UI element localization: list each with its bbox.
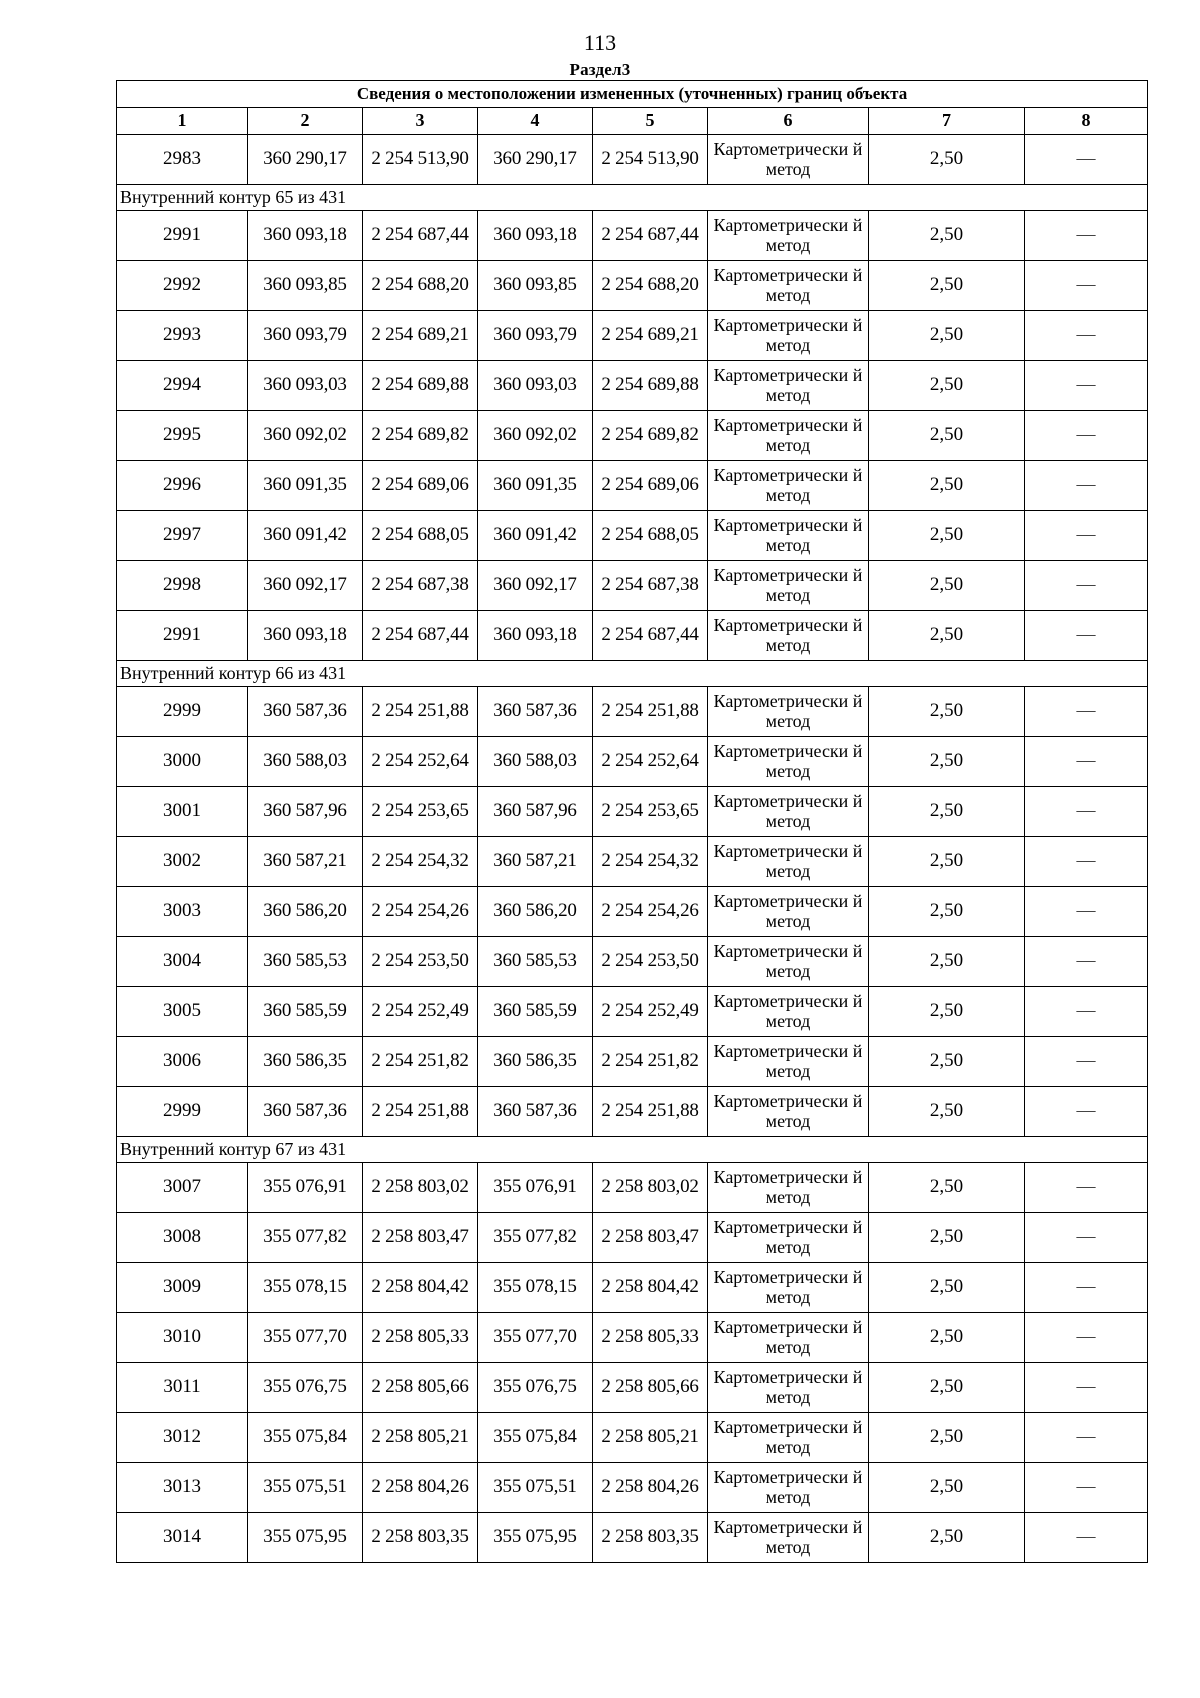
description-dash: — — [1025, 1087, 1148, 1137]
y-coordinate-old: 2 258 803,35 — [363, 1513, 478, 1563]
table-row — [117, 1513, 1148, 1563]
point-number: 2991 — [117, 211, 248, 261]
method-description: Картометрически й метод — [708, 411, 869, 461]
point-number: 2995 — [117, 411, 248, 461]
table-row — [117, 511, 1148, 561]
y-coordinate-old: 2 254 687,44 — [363, 211, 478, 261]
y-coordinate-new: 2 258 805,66 — [593, 1363, 708, 1413]
method-description: Картометрически й метод — [708, 561, 869, 611]
table-row — [117, 611, 1148, 661]
description-dash: — — [1025, 361, 1148, 411]
precision-value: 2,50 — [869, 461, 1025, 511]
x-coordinate-new: 355 077,70 — [478, 1313, 593, 1363]
precision-value: 2,50 — [869, 787, 1025, 837]
precision-value: 2,50 — [869, 311, 1025, 361]
y-coordinate-new: 2 254 253,65 — [593, 787, 708, 837]
point-number: 3011 — [117, 1363, 248, 1413]
precision-value: 2,50 — [869, 1313, 1025, 1363]
x-coordinate-new: 360 585,59 — [478, 987, 593, 1037]
x-coordinate-old: 360 585,53 — [248, 937, 363, 987]
table-row — [117, 135, 1148, 185]
y-coordinate-old: 2 254 251,88 — [363, 1087, 478, 1137]
description-dash: — — [1025, 1513, 1148, 1563]
description-dash: — — [1025, 937, 1148, 987]
description-dash: — — [1025, 887, 1148, 937]
y-coordinate-old: 2 254 513,90 — [363, 135, 478, 185]
method-description: Картометрически й метод — [708, 1213, 869, 1263]
precision-value: 2,50 — [869, 211, 1025, 261]
column-number: 7 — [869, 108, 1025, 135]
y-coordinate-old: 2 254 688,05 — [363, 511, 478, 561]
x-coordinate-old: 360 093,85 — [248, 261, 363, 311]
precision-value: 2,50 — [869, 611, 1025, 661]
table-row — [117, 1363, 1148, 1413]
precision-value: 2,50 — [869, 1363, 1025, 1413]
x-coordinate-new: 360 587,36 — [478, 1087, 593, 1137]
boundary-table — [116, 80, 1148, 1563]
table-row — [117, 1263, 1148, 1313]
x-coordinate-new: 360 585,53 — [478, 937, 593, 987]
x-coordinate-new: 360 587,21 — [478, 837, 593, 887]
x-coordinate-old: 360 290,17 — [248, 135, 363, 185]
y-coordinate-new: 2 258 803,35 — [593, 1513, 708, 1563]
y-coordinate-new: 2 254 687,38 — [593, 561, 708, 611]
point-number: 2994 — [117, 361, 248, 411]
x-coordinate-old: 360 093,18 — [248, 611, 363, 661]
y-coordinate-old: 2 254 689,88 — [363, 361, 478, 411]
table-row — [117, 1087, 1148, 1137]
x-coordinate-old: 355 075,84 — [248, 1413, 363, 1463]
y-coordinate-old: 2 254 253,65 — [363, 787, 478, 837]
section-label: Раздел3 — [569, 60, 631, 79]
y-coordinate-new: 2 254 252,49 — [593, 987, 708, 1037]
table-row — [117, 837, 1148, 887]
description-dash: — — [1025, 737, 1148, 787]
precision-value: 2,50 — [869, 737, 1025, 787]
method-description: Картометрически й метод — [708, 461, 869, 511]
y-coordinate-old: 2 254 689,06 — [363, 461, 478, 511]
precision-value: 2,50 — [869, 687, 1025, 737]
y-coordinate-new: 2 254 689,06 — [593, 461, 708, 511]
x-coordinate-new: 360 586,20 — [478, 887, 593, 937]
x-coordinate-new: 360 093,03 — [478, 361, 593, 411]
y-coordinate-old: 2 254 687,38 — [363, 561, 478, 611]
method-description: Картометрически й метод — [708, 511, 869, 561]
table-row — [117, 461, 1148, 511]
x-coordinate-old: 360 588,03 — [248, 737, 363, 787]
table-row — [117, 887, 1148, 937]
precision-value: 2,50 — [869, 887, 1025, 937]
y-coordinate-old: 2 258 804,26 — [363, 1463, 478, 1513]
table-row — [117, 311, 1148, 361]
precision-value: 2,50 — [869, 411, 1025, 461]
table-row — [117, 1163, 1148, 1213]
table-row — [117, 737, 1148, 787]
point-number: 3005 — [117, 987, 248, 1037]
description-dash: — — [1025, 311, 1148, 361]
point-number: 2983 — [117, 135, 248, 185]
method-description: Картометрически й метод — [708, 1363, 869, 1413]
point-number: 2999 — [117, 687, 248, 737]
method-description: Картометрически й метод — [708, 211, 869, 261]
description-dash: — — [1025, 787, 1148, 837]
y-coordinate-new: 2 254 253,50 — [593, 937, 708, 987]
description-dash: — — [1025, 1363, 1148, 1413]
point-number: 3001 — [117, 787, 248, 837]
precision-value: 2,50 — [869, 1263, 1025, 1313]
method-description: Картометрически й метод — [708, 1313, 869, 1363]
point-number: 3006 — [117, 1037, 248, 1087]
point-number: 3012 — [117, 1413, 248, 1463]
y-coordinate-new: 2 254 251,88 — [593, 1087, 708, 1137]
y-coordinate-old: 2 254 252,49 — [363, 987, 478, 1037]
x-coordinate-old: 360 587,21 — [248, 837, 363, 887]
description-dash: — — [1025, 1313, 1148, 1363]
x-coordinate-old: 355 077,82 — [248, 1213, 363, 1263]
contour-label: Внутренний контур 66 из 431 — [117, 661, 1148, 687]
description-dash: — — [1025, 837, 1148, 887]
x-coordinate-new: 360 093,85 — [478, 261, 593, 311]
point-number: 3007 — [117, 1163, 248, 1213]
precision-value: 2,50 — [869, 1087, 1025, 1137]
x-coordinate-new: 355 076,91 — [478, 1163, 593, 1213]
y-coordinate-new: 2 254 688,05 — [593, 511, 708, 561]
precision-value: 2,50 — [869, 1163, 1025, 1213]
description-dash: — — [1025, 1263, 1148, 1313]
method-description: Картометрически й метод — [708, 737, 869, 787]
table-row — [117, 987, 1148, 1037]
y-coordinate-old: 2 254 253,50 — [363, 937, 478, 987]
x-coordinate-new: 360 092,17 — [478, 561, 593, 611]
column-number: 3 — [363, 108, 478, 135]
point-number: 2997 — [117, 511, 248, 561]
precision-value: 2,50 — [869, 261, 1025, 311]
precision-value: 2,50 — [869, 1513, 1025, 1563]
method-description: Картометрически й метод — [708, 987, 869, 1037]
table-row — [117, 261, 1148, 311]
x-coordinate-old: 360 093,03 — [248, 361, 363, 411]
column-number: 2 — [248, 108, 363, 135]
y-coordinate-old: 2 258 805,21 — [363, 1413, 478, 1463]
point-number: 3000 — [117, 737, 248, 787]
column-number: 6 — [708, 108, 869, 135]
method-description: Картометрически й метод — [708, 611, 869, 661]
x-coordinate-old: 355 076,91 — [248, 1163, 363, 1213]
x-coordinate-old: 355 075,51 — [248, 1463, 363, 1513]
x-coordinate-old: 360 586,35 — [248, 1037, 363, 1087]
x-coordinate-new: 355 075,95 — [478, 1513, 593, 1563]
point-number: 2993 — [117, 311, 248, 361]
y-coordinate-old: 2 254 254,26 — [363, 887, 478, 937]
table-row — [117, 1313, 1148, 1363]
point-number: 3003 — [117, 887, 248, 937]
column-number: 8 — [1025, 108, 1148, 135]
y-coordinate-new: 2 254 251,82 — [593, 1037, 708, 1087]
y-coordinate-new: 2 254 254,26 — [593, 887, 708, 937]
point-number: 3010 — [117, 1313, 248, 1363]
contour-header-row — [117, 661, 1148, 687]
y-coordinate-old: 2 258 805,33 — [363, 1313, 478, 1363]
y-coordinate-old: 2 258 803,02 — [363, 1163, 478, 1213]
x-coordinate-new: 355 077,82 — [478, 1213, 593, 1263]
description-dash: — — [1025, 1037, 1148, 1087]
x-coordinate-new: 360 092,02 — [478, 411, 593, 461]
y-coordinate-old: 2 254 687,44 — [363, 611, 478, 661]
x-coordinate-new: 355 075,51 — [478, 1463, 593, 1513]
table-row — [117, 787, 1148, 837]
method-description: Картометрически й метод — [708, 1463, 869, 1513]
y-coordinate-new: 2 254 252,64 — [593, 737, 708, 787]
description-dash: — — [1025, 1463, 1148, 1513]
precision-value: 2,50 — [869, 361, 1025, 411]
description-dash: — — [1025, 1413, 1148, 1463]
precision-value: 2,50 — [869, 561, 1025, 611]
method-description: Картометрически й метод — [708, 361, 869, 411]
precision-value: 2,50 — [869, 937, 1025, 987]
point-number: 2998 — [117, 561, 248, 611]
y-coordinate-new: 2 254 251,88 — [593, 687, 708, 737]
x-coordinate-new: 355 076,75 — [478, 1363, 593, 1413]
contour-header-row — [117, 185, 1148, 211]
description-dash: — — [1025, 135, 1148, 185]
x-coordinate-old: 360 091,42 — [248, 511, 363, 561]
method-description: Картометрически й метод — [708, 1163, 869, 1213]
y-coordinate-new: 2 258 805,21 — [593, 1413, 708, 1463]
table-title: Сведения о местоположении измененных (уточненных) границ объекта — [117, 81, 1148, 108]
column-number-row — [117, 108, 1148, 135]
y-coordinate-new: 2 258 804,26 — [593, 1463, 708, 1513]
point-number: 3002 — [117, 837, 248, 887]
x-coordinate-new: 360 093,18 — [478, 211, 593, 261]
y-coordinate-old: 2 258 803,47 — [363, 1213, 478, 1263]
x-coordinate-new: 360 586,35 — [478, 1037, 593, 1087]
table-row — [117, 411, 1148, 461]
x-coordinate-new: 360 587,96 — [478, 787, 593, 837]
method-description: Картометрически й метод — [708, 887, 869, 937]
point-number: 3004 — [117, 937, 248, 987]
method-description: Картометрически й метод — [708, 1037, 869, 1087]
table-row — [117, 1413, 1148, 1463]
x-coordinate-old: 355 078,15 — [248, 1263, 363, 1313]
method-description: Картометрически й метод — [708, 261, 869, 311]
x-coordinate-new: 360 588,03 — [478, 737, 593, 787]
table-row — [117, 687, 1148, 737]
x-coordinate-new: 355 078,15 — [478, 1263, 593, 1313]
x-coordinate-new: 360 093,18 — [478, 611, 593, 661]
x-coordinate-old: 360 092,17 — [248, 561, 363, 611]
precision-value: 2,50 — [869, 1413, 1025, 1463]
page-number: 113 — [583, 30, 617, 55]
method-description: Картометрически й метод — [708, 837, 869, 887]
description-dash: — — [1025, 1213, 1148, 1263]
description-dash: — — [1025, 561, 1148, 611]
method-description: Картометрически й метод — [708, 1087, 869, 1137]
y-coordinate-new: 2 258 803,02 — [593, 1163, 708, 1213]
point-number: 3014 — [117, 1513, 248, 1563]
precision-value: 2,50 — [869, 1037, 1025, 1087]
point-number: 3013 — [117, 1463, 248, 1513]
x-coordinate-new: 360 091,35 — [478, 461, 593, 511]
method-description: Картометрически й метод — [708, 135, 869, 185]
description-dash: — — [1025, 987, 1148, 1037]
contour-label: Внутренний контур 67 из 431 — [117, 1137, 1148, 1163]
y-coordinate-old: 2 258 804,42 — [363, 1263, 478, 1313]
x-coordinate-old: 360 091,35 — [248, 461, 363, 511]
precision-value: 2,50 — [869, 1213, 1025, 1263]
description-dash: — — [1025, 411, 1148, 461]
method-description: Картометрически й метод — [708, 937, 869, 987]
x-coordinate-old: 355 075,95 — [248, 1513, 363, 1563]
column-number: 5 — [593, 108, 708, 135]
x-coordinate-new: 360 290,17 — [478, 135, 593, 185]
contour-label: Внутренний контур 65 из 431 — [117, 185, 1148, 211]
x-coordinate-new: 360 093,79 — [478, 311, 593, 361]
y-coordinate-old: 2 254 689,21 — [363, 311, 478, 361]
description-dash: — — [1025, 1163, 1148, 1213]
description-dash: — — [1025, 687, 1148, 737]
column-number: 1 — [117, 108, 248, 135]
x-coordinate-old: 360 587,36 — [248, 1087, 363, 1137]
description-dash: — — [1025, 261, 1148, 311]
point-number: 2996 — [117, 461, 248, 511]
description-dash: — — [1025, 461, 1148, 511]
point-number: 3008 — [117, 1213, 248, 1263]
precision-value: 2,50 — [869, 837, 1025, 887]
y-coordinate-new: 2 258 805,33 — [593, 1313, 708, 1363]
description-dash: — — [1025, 511, 1148, 561]
method-description: Картометрически й метод — [708, 1513, 869, 1563]
method-description: Картометрически й метод — [708, 1263, 869, 1313]
table-row — [117, 361, 1148, 411]
table-row — [117, 561, 1148, 611]
y-coordinate-new: 2 254 687,44 — [593, 211, 708, 261]
x-coordinate-old: 360 586,20 — [248, 887, 363, 937]
table-row — [117, 1037, 1148, 1087]
y-coordinate-new: 2 254 687,44 — [593, 611, 708, 661]
y-coordinate-new: 2 254 688,20 — [593, 261, 708, 311]
precision-value: 2,50 — [869, 987, 1025, 1037]
description-dash: — — [1025, 611, 1148, 661]
x-coordinate-new: 360 091,42 — [478, 511, 593, 561]
x-coordinate-old: 360 092,02 — [248, 411, 363, 461]
y-coordinate-new: 2 254 689,21 — [593, 311, 708, 361]
x-coordinate-old: 355 077,70 — [248, 1313, 363, 1363]
y-coordinate-new: 2 258 803,47 — [593, 1213, 708, 1263]
x-coordinate-old: 360 587,96 — [248, 787, 363, 837]
y-coordinate-old: 2 258 805,66 — [363, 1363, 478, 1413]
y-coordinate-new: 2 254 513,90 — [593, 135, 708, 185]
y-coordinate-new: 2 254 689,88 — [593, 361, 708, 411]
description-dash: — — [1025, 211, 1148, 261]
y-coordinate-old: 2 254 252,64 — [363, 737, 478, 787]
table-row — [117, 1463, 1148, 1513]
precision-value: 2,50 — [869, 135, 1025, 185]
y-coordinate-old: 2 254 251,82 — [363, 1037, 478, 1087]
method-description: Картометрически й метод — [708, 787, 869, 837]
y-coordinate-old: 2 254 251,88 — [363, 687, 478, 737]
y-coordinate-old: 2 254 254,32 — [363, 837, 478, 887]
x-coordinate-old: 355 076,75 — [248, 1363, 363, 1413]
table-row — [117, 1213, 1148, 1263]
method-description: Картометрически й метод — [708, 311, 869, 361]
contour-header-row — [117, 1137, 1148, 1163]
method-description: Картометрически й метод — [708, 1413, 869, 1463]
point-number: 2992 — [117, 261, 248, 311]
table-row — [117, 937, 1148, 987]
x-coordinate-old: 360 093,79 — [248, 311, 363, 361]
x-coordinate-new: 360 587,36 — [478, 687, 593, 737]
x-coordinate-new: 355 075,84 — [478, 1413, 593, 1463]
point-number: 3009 — [117, 1263, 248, 1313]
column-number: 4 — [478, 108, 593, 135]
x-coordinate-old: 360 585,59 — [248, 987, 363, 1037]
table-title-row — [117, 81, 1148, 108]
point-number: 2999 — [117, 1087, 248, 1137]
y-coordinate-new: 2 254 689,82 — [593, 411, 708, 461]
x-coordinate-old: 360 093,18 — [248, 211, 363, 261]
x-coordinate-old: 360 587,36 — [248, 687, 363, 737]
y-coordinate-new: 2 254 254,32 — [593, 837, 708, 887]
method-description: Картометрически й метод — [708, 687, 869, 737]
y-coordinate-old: 2 254 689,82 — [363, 411, 478, 461]
table-row — [117, 211, 1148, 261]
precision-value: 2,50 — [869, 1463, 1025, 1513]
y-coordinate-new: 2 258 804,42 — [593, 1263, 708, 1313]
y-coordinate-old: 2 254 688,20 — [363, 261, 478, 311]
precision-value: 2,50 — [869, 511, 1025, 561]
point-number: 2991 — [117, 611, 248, 661]
